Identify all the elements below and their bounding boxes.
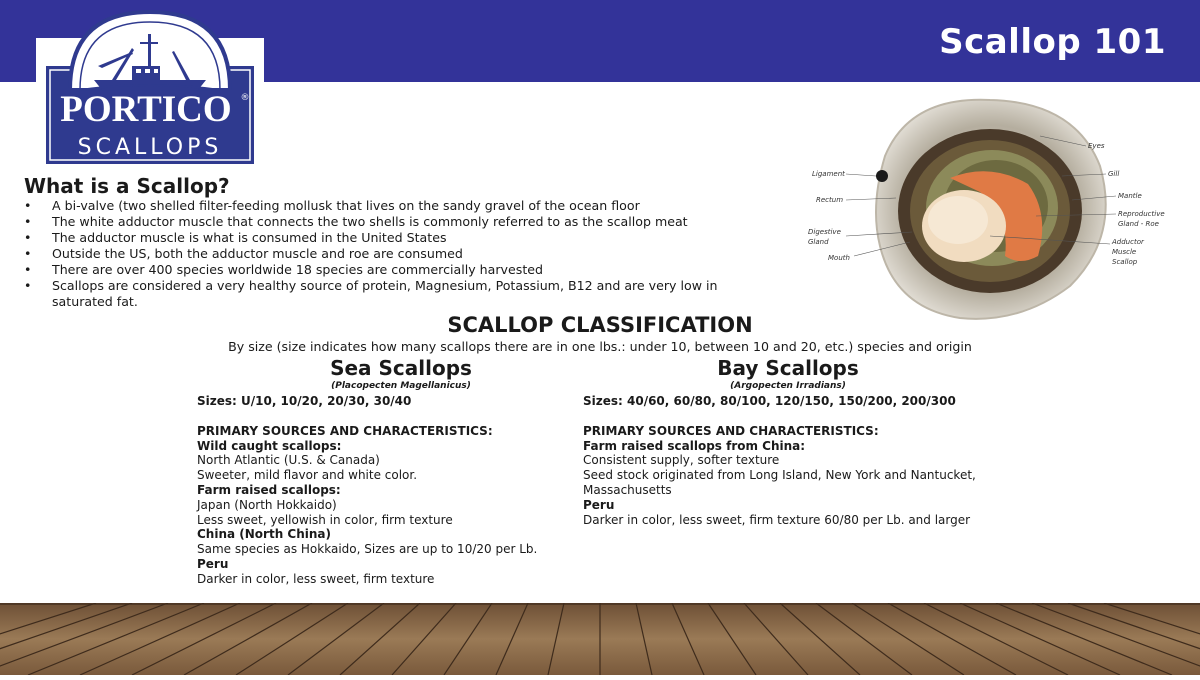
sea-farm-heading: Farm raised scallops: [197,482,341,497]
slide-title: Scallop 101 [939,22,1166,62]
bullet-item: • There are over 400 species worldwide 18 species are commercially harvested [24,262,543,277]
classification-title: SCALLOP CLASSIFICATION [447,313,753,337]
label-reproductive-2: Gland - Roe [1118,220,1159,228]
label-eyes: Eyes [1088,142,1105,150]
sea-farm-line: Less sweet, yellowish in color, firm texture [197,512,453,527]
scallop-shell [876,100,1106,319]
sea-peru-heading: Peru [197,556,229,571]
bullet-item: • The adductor muscle is what is consumed in the United States [24,230,447,245]
bullet-dot: • [24,214,32,229]
sea-scallops-column [197,356,597,587]
sea-china-line: Same species as Hokkaido, Sizes are up to 10/20 per Lb. [197,542,538,557]
bullet-item: • Outside the US, both the adductor muscle and roe are consumed [24,246,463,261]
bullet-dot: • [24,278,32,293]
label-ligament: Ligament [812,170,845,178]
label-mouth: Mouth [828,254,850,262]
bay-sources-heading: PRIMARY SOURCES AND CHARACTERISTICS: [583,423,879,438]
bullet-item: • The white adductor muscle that connects the two shells is commonly referred to as the scallop meat [24,214,688,229]
sea-scallops-sizes: Sizes: U/10, 10/20, 20/30, 30/40 [197,394,412,408]
wood-floor-decoration [0,603,1200,675]
sea-farm-line: Japan (North Hokkaido) [197,497,337,512]
label-adductor-2: Muscle [1112,248,1137,256]
label-mantle: Mantle [1118,192,1142,200]
sea-scallops-scientific: (Placopecten Magellanicus) [331,381,471,391]
bay-scallops-sizes: Sizes: 40/60, 60/80, 80/100, 120/150, 150/200, 200/300 [583,394,956,408]
label-adductor-3: Scallop [1112,258,1138,266]
logo-wordmark: PORTICO [60,89,232,130]
bay-china-line: Massachusetts [583,482,672,497]
label-adductor-1: Adductor [1112,238,1144,246]
registered-mark: ® [240,93,250,103]
classification-subtitle: By size (size indicates how many scallops there are in one lbs.: under 10, between 10 and 20, etc.) species and origin [228,339,972,354]
bullet-dot: • [24,198,32,213]
portico-logo [36,8,264,166]
sea-china-heading: China (North China) [197,527,332,542]
bullet-dot: • [24,262,32,277]
bullet-dot: • [24,230,32,245]
scallop-anatomy-diagram [800,96,1180,322]
bullet-dot: • [24,246,32,261]
bay-china-line: Seed stock originated from Long Island, New York and Nantucket, [583,468,976,483]
label-gill: Gill [1108,170,1120,178]
logo-subword: SCALLOPS [77,135,223,160]
what-is-bullets [24,198,764,310]
bay-china-heading: Farm raised scallops from China: [583,438,806,453]
bay-scallops-scientific: (Argopecten Irradians) [730,381,846,391]
bullet-item: • A bi-valve (two shelled filter-feeding mollusk that lives on the sandy gravel of the ocean floor [24,198,640,213]
sea-wild-line: Sweeter, mild flavor and white color. [197,468,418,483]
sea-sources-heading: PRIMARY SOURCES AND CHARACTERISTICS: [197,423,493,438]
bay-scallops-column [583,356,1003,527]
sea-scallops-name: Sea Scallops [330,356,472,380]
bay-peru-heading: Peru [583,497,615,512]
bay-scallops-name: Bay Scallops [717,356,859,380]
sea-wild-heading: Wild caught scallops: [197,438,342,453]
sea-peru-line: Darker in color, less sweet, firm texture [197,571,435,586]
what-is-heading: What is a Scallop? [24,174,230,198]
sea-wild-line: North Atlantic (U.S. & Canada) [197,453,380,468]
label-digestive-2: Gland [808,238,829,246]
label-reproductive-1: Reproductive [1118,210,1165,218]
label-digestive-1: Digestive [808,228,841,236]
label-rectum: Rectum [816,196,844,204]
bay-peru-line: Darker in color, less sweet, firm texture 60/80 per Lb. and larger [583,512,971,527]
bullet-item: • Scallops are considered a very healthy source of protein, Magnesium, Potassium, B12 and are very low in saturated fat. [24,278,718,309]
bay-china-line: Consistent supply, softer texture [583,453,780,468]
